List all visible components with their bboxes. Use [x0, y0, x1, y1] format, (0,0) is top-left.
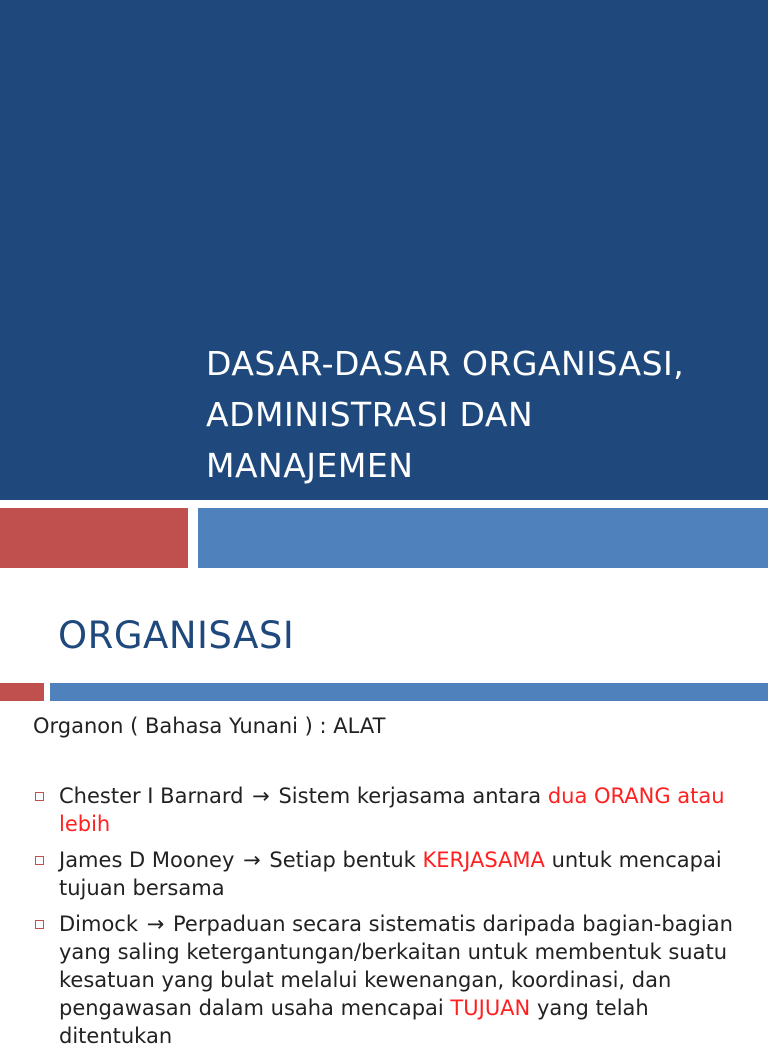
definition-text: Sistem kerjasama antara [278, 784, 548, 808]
arrow-right-icon: → [243, 848, 261, 872]
arrow-right-icon: → [252, 784, 270, 808]
definition-text: Setiap bentuk [269, 848, 423, 872]
square-bullet-icon [35, 856, 44, 865]
list-item [33, 782, 758, 838]
slide-title-line-3: MANAJEMEN [206, 446, 414, 485]
accent-bar-red [0, 508, 188, 568]
author-name: Chester I Barnard [59, 784, 244, 808]
square-bullet-icon [35, 792, 44, 801]
definition-list [33, 782, 758, 1058]
slide-title-line-1: DASAR-DASAR ORGANISASI, [206, 344, 685, 383]
arrow-right-icon: → [146, 912, 165, 936]
definition-text: Perpaduan secara sistematis daripada bagian-bagian yang saling ketergantungan/berkaitan untuk membentuk suatu kesatuan yang bulat melalui kewenangan, koordinasi, dan pengawasan dalam usaha mencapai [59, 912, 733, 1020]
definition-text-after: yang telah ditentukan [59, 996, 649, 1048]
definition-text-after: untuk mencapai tujuan bersama [59, 848, 722, 900]
content-slide [0, 568, 768, 1048]
list-item [33, 846, 758, 902]
slide-title-line-2: ADMINISTRASI DAN [206, 395, 534, 434]
definition-highlight: dua ORANG atau lebih [59, 784, 725, 836]
author-name: James D Mooney [59, 848, 235, 872]
content-slide-title: ORGANISASI [58, 614, 295, 657]
slide-title [206, 338, 746, 491]
accent-bar-blue [50, 683, 768, 701]
definition-highlight: KERJASAMA [422, 848, 545, 872]
definition-highlight: TUJUAN [450, 996, 531, 1020]
square-bullet-icon [35, 920, 44, 929]
accent-bar-blue [198, 508, 768, 568]
accent-bar-red [0, 683, 44, 701]
title-background-panel [0, 0, 768, 500]
author-name: Dimock [59, 912, 139, 936]
list-item [33, 910, 758, 1050]
intro-line: Organon ( Bahasa Yunani ) : ALAT [33, 714, 386, 738]
